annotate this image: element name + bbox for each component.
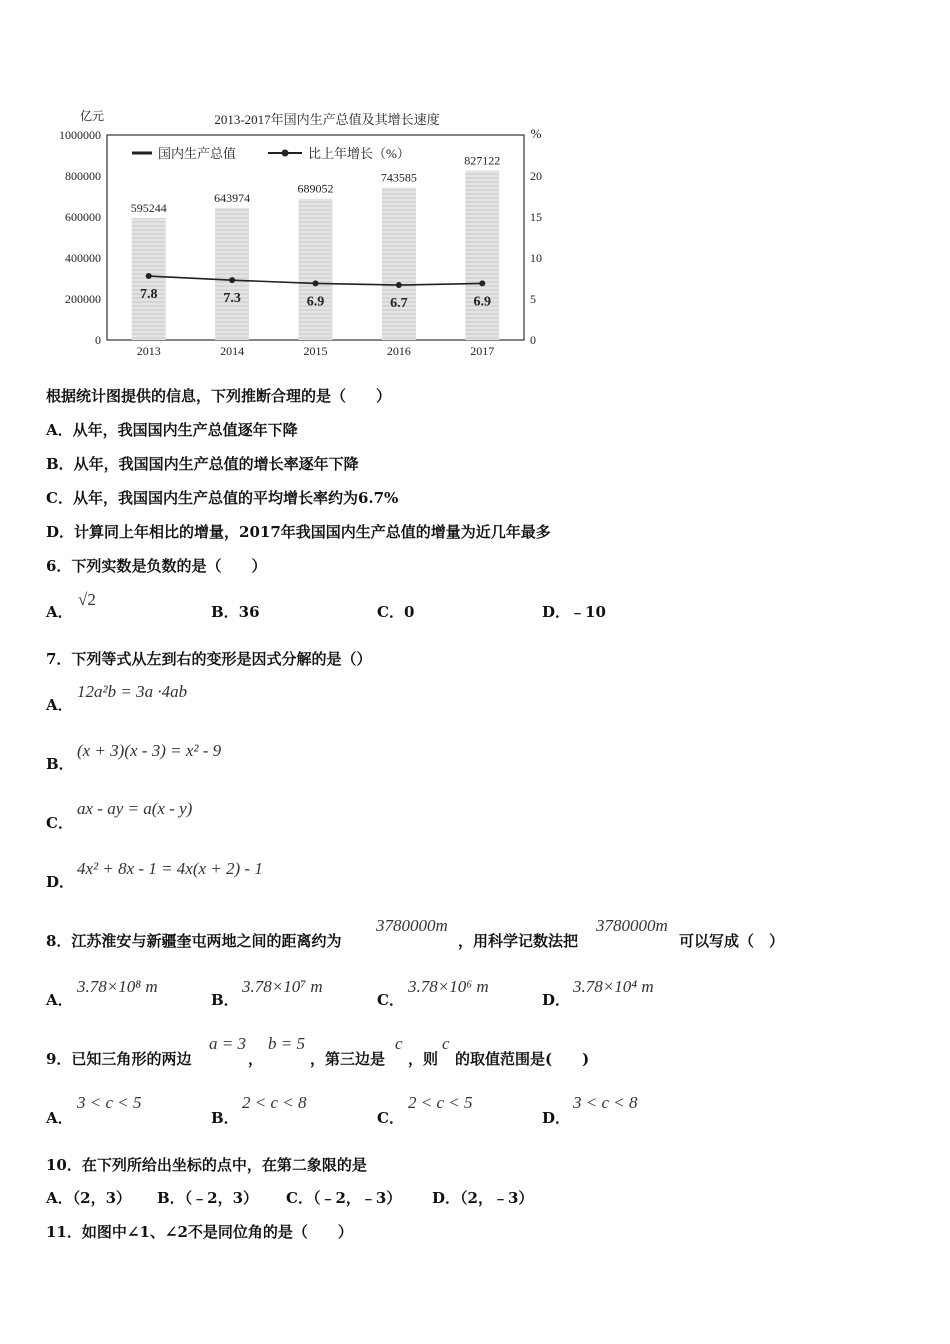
y-axis-unit: 亿元 — [79, 109, 105, 123]
q8-option-c-label[interactable]: C． — [377, 991, 404, 1009]
chart-legend — [132, 146, 410, 161]
q9-stem-part2: ，第三边是 — [310, 1050, 386, 1068]
growth-value-label: 6.9 — [473, 294, 492, 310]
q9-option-a[interactable]: 3 < c < 5 — [77, 1093, 142, 1112]
y2-tick-label: 0 — [530, 333, 536, 347]
y2-axis-unit: % — [530, 126, 542, 141]
q9-option-b-label[interactable]: B． — [211, 1109, 239, 1127]
q7-option-b-formula[interactable]: (x + 3)(x - 3) = x² - 9 — [77, 741, 222, 760]
q7-option-a-formula[interactable]: 12a²b = 3a ·4ab — [77, 682, 188, 701]
q8-option-d[interactable]: 3.78×10⁴ m — [573, 977, 654, 996]
gdp-value-label: 643974 — [214, 190, 251, 205]
legend-growth-marker — [282, 150, 289, 157]
q9-side-b: b = 5 — [268, 1034, 305, 1053]
q10-option-c[interactable]: C．（﹣2，﹣3） — [286, 1189, 402, 1207]
gdp-value-label: 595244 — [130, 200, 167, 215]
gdp-bar-2014 — [215, 208, 249, 340]
x-tick-label: 2014 — [220, 344, 245, 358]
y-tick-label: 1000000 — [59, 128, 101, 142]
growth-value-label: 7.3 — [223, 291, 241, 307]
growth-point-2013 — [146, 273, 152, 279]
q5-option-c[interactable]: C．从年，我国国内生产总值的平均增长率约为6.7% — [46, 489, 399, 507]
gdp-bar-2015 — [299, 199, 333, 340]
q7-stem: 7．下列等式从左到右的变形是因式分解的是（） — [46, 650, 372, 668]
y-tick-label: 200000 — [65, 292, 101, 306]
growth-value-label: 7.8 — [139, 287, 158, 303]
growth-point-2014 — [229, 277, 235, 283]
q5-option-a[interactable]: A．从年，我国国内生产总值逐年下降 — [46, 421, 298, 439]
q7-option-c-label[interactable]: C． — [46, 814, 73, 832]
q7-option-a-label[interactable]: A． — [46, 696, 73, 714]
x-tick-label: 2015 — [303, 344, 328, 358]
growth-value-label: 6.9 — [306, 294, 325, 310]
legend-growth-label: 比上年增长（%） — [308, 146, 410, 161]
q6-stem: 6．下列实数是负数的是（ ） — [46, 557, 267, 575]
q9-option-b[interactable]: 2 < c < 8 — [242, 1093, 307, 1112]
x-tick-label: 2016 — [386, 344, 411, 358]
q5-option-d[interactable]: D．计算同上年相比的增量，2017年我国国内生产总值的增量为近几年最多 — [46, 523, 551, 541]
q6-option-d[interactable]: D．﹣10 — [542, 603, 606, 621]
growth-point-2016 — [396, 282, 402, 288]
x-tick-label: 2013 — [136, 344, 161, 358]
gdp-value-label: 743585 — [380, 170, 417, 185]
gdp-bar-2016 — [382, 188, 416, 340]
growth-value-label: 6.7 — [390, 296, 408, 312]
q9-option-c-label[interactable]: C． — [377, 1109, 404, 1127]
x-tick-label: 2017 — [470, 344, 495, 358]
y-tick-label: 400000 — [65, 251, 101, 265]
q9-option-d[interactable]: 3 < c < 8 — [573, 1093, 638, 1112]
q8-stem-part2: ，用科学记数法把 — [458, 932, 579, 950]
q9-side-c-1: c — [395, 1034, 403, 1053]
q11-stem: 11．如图中∠1、∠2不是同位角的是（ ） — [46, 1223, 353, 1241]
q8-option-a-label[interactable]: A． — [46, 991, 73, 1009]
growth-point-2015 — [313, 280, 319, 286]
y2-tick-label: 10 — [530, 251, 542, 265]
q8-option-d-label[interactable]: D． — [542, 991, 571, 1009]
q8-option-a[interactable]: 3.78×10⁸ m — [77, 977, 158, 996]
q9-stem-part4: 的取值范围是( ) — [455, 1050, 590, 1068]
q6-option-a-label[interactable]: A． — [46, 603, 73, 621]
q8-option-b[interactable]: 3.78×10⁷ m — [242, 977, 323, 996]
q9-option-d-label[interactable]: D． — [542, 1109, 571, 1127]
q9-side-a: a = 3 — [209, 1034, 246, 1053]
q9-option-c[interactable]: 2 < c < 5 — [408, 1093, 473, 1112]
q5-stem: 根据统计图提供的信息，下列推断合理的是（ ） — [46, 387, 392, 405]
legend-gdp-label: 国内生产总值 — [158, 146, 237, 161]
gdp-chart — [0, 0, 560, 370]
q6-option-b[interactable]: B．36 — [211, 603, 260, 621]
q5-option-b[interactable]: B．从年，我国国内生产总值的增长率逐年下降 — [46, 455, 359, 473]
q6-option-c[interactable]: C．0 — [377, 603, 415, 621]
q9-side-c-2: c — [442, 1034, 450, 1053]
q8-option-c[interactable]: 3.78×10⁶ m — [408, 977, 489, 996]
y2-tick-label: 15 — [530, 210, 542, 224]
chart-title: 2013-2017年国内生产总值及其增长速度 — [214, 112, 440, 127]
q9-option-a-label[interactable]: A． — [46, 1109, 73, 1127]
q8-distance-2: 3780000m — [596, 916, 668, 935]
q9-stem-part3: ，则 — [408, 1050, 439, 1068]
q8-stem-part1: 8．江苏淮安与新疆奎屯两地之间的距离约为 — [46, 932, 342, 950]
q8-distance-1: 3780000m — [376, 916, 448, 935]
gdp-value-label: 827122 — [464, 153, 501, 168]
q7-option-c-formula[interactable]: ax - ay = a(x - y) — [77, 799, 193, 818]
q9-stem-part1: 9．已知三角形的两边 — [46, 1050, 192, 1068]
q6-option-a-value[interactable]: √2 — [78, 590, 96, 609]
gdp-value-label: 689052 — [297, 181, 334, 196]
q8-stem-part3: 可以写成（ ） — [679, 932, 785, 950]
growth-point-2017 — [479, 280, 485, 286]
q10-option-d[interactable]: D．（2，﹣3） — [432, 1189, 534, 1207]
y-tick-label: 800000 — [65, 169, 101, 183]
q10-option-a[interactable]: A．（2，3） — [46, 1189, 132, 1207]
y2-tick-label: 5 — [530, 292, 536, 306]
q7-option-d-label[interactable]: D． — [46, 873, 75, 891]
gdp-bar-2017 — [465, 170, 499, 340]
y2-tick-label: 20 — [530, 169, 542, 183]
q7-option-b-label[interactable]: B． — [46, 755, 74, 773]
y-tick-label: 600000 — [65, 210, 101, 224]
q9-separator: ， — [248, 1050, 264, 1068]
q10-option-b[interactable]: B．（﹣2，3） — [157, 1189, 259, 1207]
y-tick-label: 0 — [95, 333, 101, 347]
q8-option-b-label[interactable]: B． — [211, 991, 239, 1009]
q7-option-d-formula[interactable]: 4x² + 8x - 1 = 4x(x + 2) - 1 — [77, 859, 263, 878]
q10-stem: 10．在下列所给出坐标的点中，在第二象限的是 — [46, 1156, 367, 1174]
